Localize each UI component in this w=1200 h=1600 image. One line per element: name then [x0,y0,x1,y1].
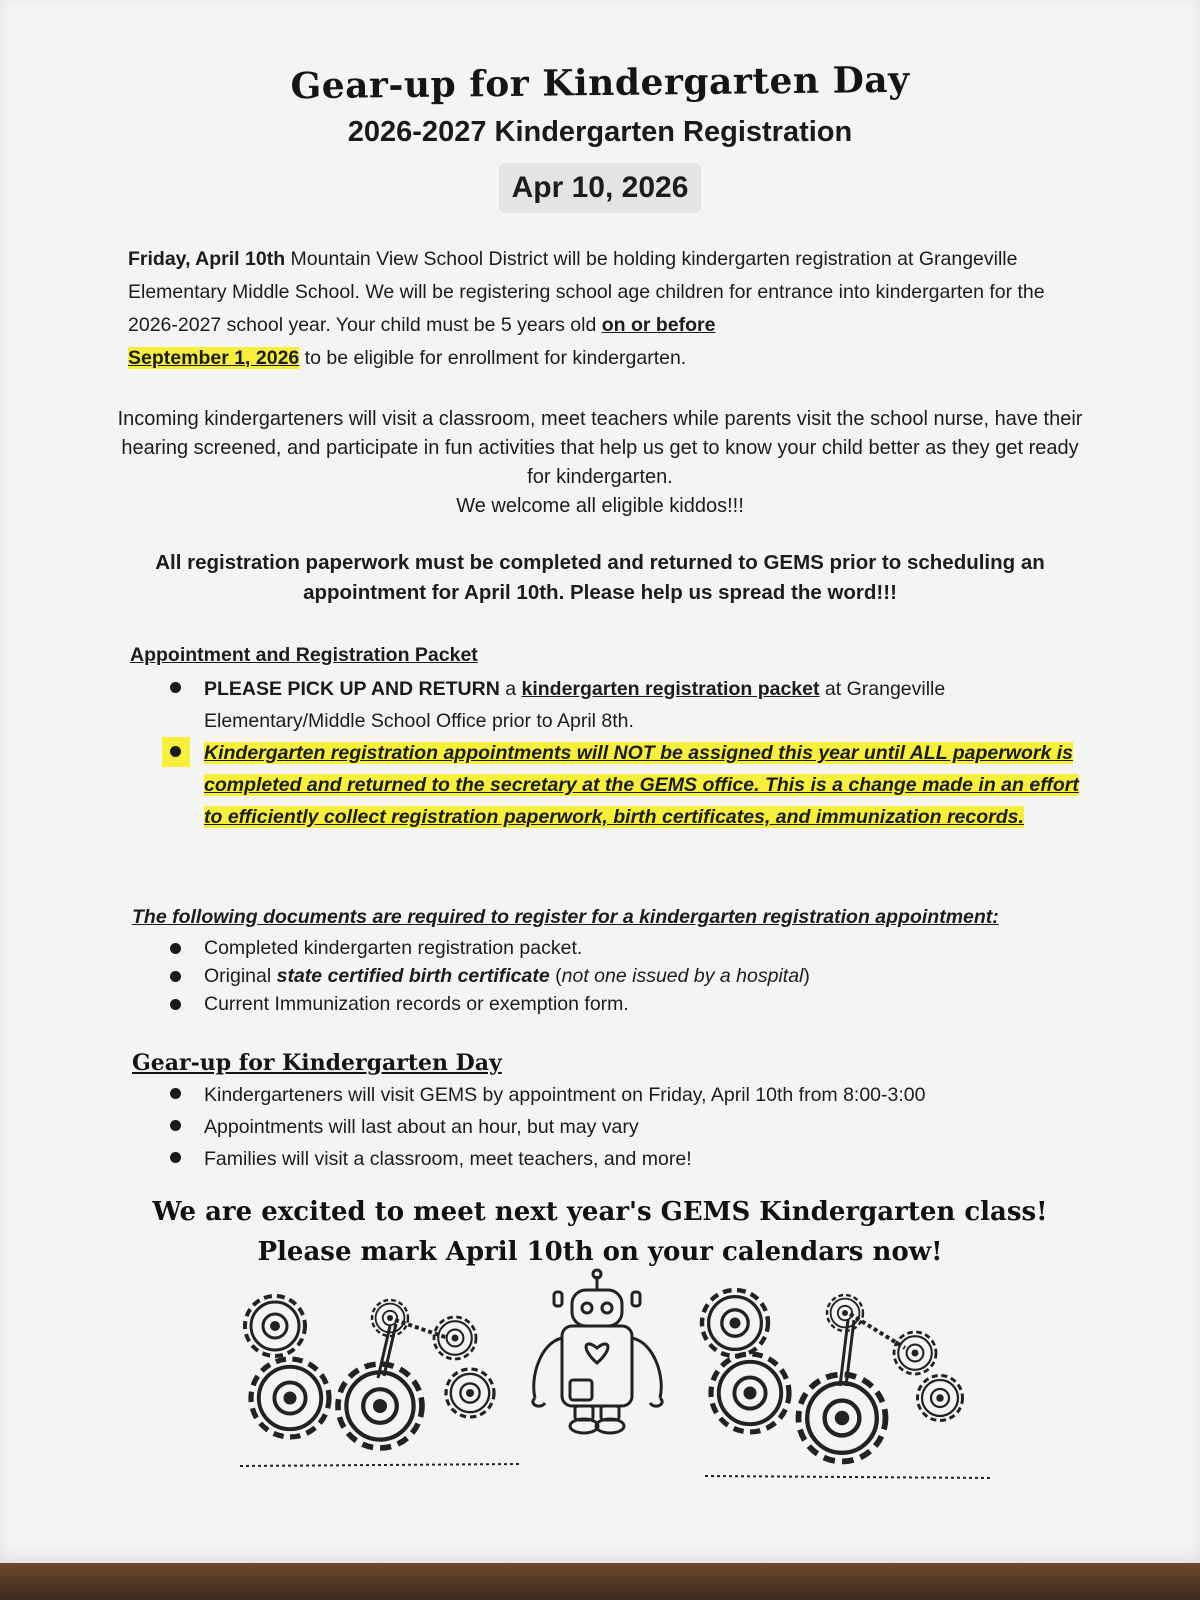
bullet-icon [170,1120,181,1131]
item-text: ( [549,965,562,987]
gears-illustration-left-icon [240,1296,520,1466]
pickup-instruction: PLEASE PICK UP AND RETURN [204,678,500,700]
closing-line-2: Please mark April 10th on your calendars now! [257,1237,943,1267]
item-text: Families will visit a classroom, meet teachers, and more! [204,1148,692,1170]
item-text: Appointments will last about an hour, but may vary [204,1116,639,1138]
bullet-icon [170,1152,181,1163]
visit-paragraph [110,405,1090,521]
list-item [130,673,1080,737]
table-surface [0,1563,1200,1600]
illustration [0,1268,1200,1508]
list-item [130,1111,1080,1143]
bullet-icon [170,1088,181,1099]
intro-text-a: Mountain View School District will be holding kindergarten registration at Grangeville Elementary Middle School. We will be registering school age children for entrance into kindergarten for the 2026-2027 school year. Your child must be 5 years old [128,248,1045,336]
page-title: Gear-up for Kindergarten Day [290,58,910,108]
item-text: Kindergarteners will visit GEMS by appointment on Friday, April 10th from 8:00-3:00 [204,1084,926,1106]
item-text: at Grangeville Elementary/Middle School Office prior to April 8th. [204,678,946,732]
robot-illustration-icon [533,1270,662,1433]
page-subtitle: 2026-2027 Kindergarten Registration [347,116,853,148]
item-text-note: not one issued by a hospital [561,965,804,987]
visit-text: Incoming kindergarteners will visit a classroom, meet teachers while parents visit the school nurse, have their hearing screened, and participate in fun activities that help us get to know your child better as they get ready for kindergarten. [117,408,1083,488]
intro-lead: Friday, April 10th [128,248,286,270]
gearup-heading: Gear-up for Kindergarten Day [132,1050,502,1076]
gears-illustration-right-icon [702,1290,990,1478]
bullet-icon [170,999,181,1010]
list-item [130,990,1080,1018]
list-item [130,1079,1080,1111]
deadline-date: September 1, 2026 [128,347,300,369]
paperwork-notice: All registration paperwork must be completed and returned to GEMS prior to scheduling an appointment for April 10th. Please help us spread the word!!! [155,551,1045,604]
appointment-heading: Appointment and Registration Packet [130,644,478,666]
appointment-policy: Kindergarten registration appointments will NOT be assigned this year until ALL paperwork is completed and returned to the secretary at the GEMS office. This is a change made in an effort to efficiently collect registration paperwork, birth certificates, and immunization records. [204,742,1079,828]
bullet-icon [170,682,181,693]
documents-list [130,934,1080,1018]
bullet-icon [170,746,181,757]
welcome-text: We welcome all eligible kiddos!!! [456,495,744,517]
bullet-icon [170,943,181,954]
event-date: Apr 10, 2026 [499,163,701,213]
gearup-list [130,1079,1080,1175]
item-text: Current Immunization records or exemption form. [204,993,629,1015]
list-item-highlighted [130,737,1080,833]
bullet-icon [170,971,181,982]
item-text: a [499,678,522,700]
deadline-part-a: on or before [601,314,716,336]
list-item [130,934,1080,962]
list-item [130,962,1080,990]
item-text-emphasis: state certified birth certificate [276,965,550,987]
list-item [130,1143,1080,1175]
closing-message [0,1192,1200,1272]
item-text: Completed kindergarten registration packet. [204,937,583,959]
item-text: Original [204,965,277,987]
intro-text-b: to be eligible for enrollment for kindergarten. [299,347,687,369]
appointment-list [130,673,1080,833]
item-text: ) [803,965,810,987]
closing-line-1: We are excited to meet next year's GEMS Kindergarten class! [152,1197,1048,1227]
registration-packet-link: kindergarten registration packet [521,678,820,700]
intro-paragraph [128,243,1053,375]
documents-heading: The following documents are required to register for a kindergarten registration appointment: [132,906,999,928]
